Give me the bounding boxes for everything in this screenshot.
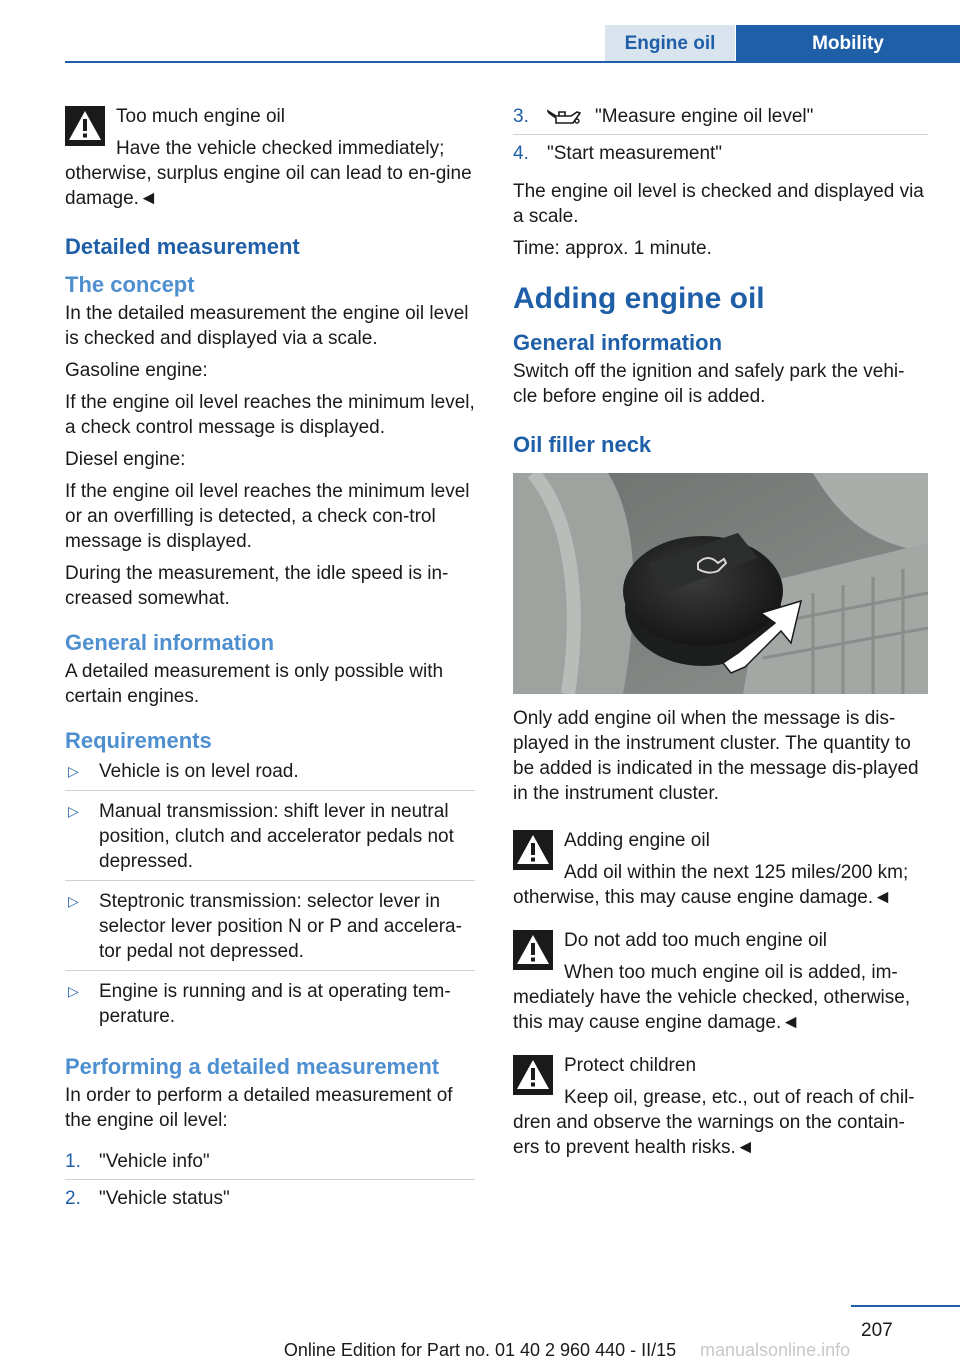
edition-footer: Online Edition for Part no. 01 40 2 960 440 - II/15 bbox=[283, 1340, 677, 1360]
list-item bbox=[65, 1149, 475, 1180]
list-item-text: Engine is running and is at operating tem-perature. bbox=[99, 981, 451, 1027]
warning-text: When too much engine oil is added, im-mediately have the vehicle checked, otherwise, this may cause engine damage.◄ bbox=[513, 962, 911, 1033]
triangle-bullet-icon: ▷ bbox=[68, 893, 79, 909]
header-chapter-tab: Mobility bbox=[736, 25, 960, 62]
paragraph: In order to perform a detailed measurement of the engine oil level: bbox=[65, 1085, 453, 1131]
paragraph: During the measurement, the idle speed is in-creased somewhat. bbox=[65, 563, 449, 609]
paragraph: Only add engine oil when the message is dis-played in the instrument cluster. The quantity to be added is indicated in the message dis-played in the instrument cluster. bbox=[513, 708, 919, 804]
warning-too-much-oil bbox=[65, 104, 475, 211]
heading-adding-engine-oil: Adding engine oil bbox=[513, 282, 765, 315]
warning-title: Protect children bbox=[564, 1055, 697, 1076]
warning-protect-children bbox=[513, 1053, 928, 1160]
page-number: 207 bbox=[861, 1320, 893, 1341]
paragraph: Diesel engine: bbox=[65, 449, 186, 470]
steps-list-right bbox=[513, 104, 928, 171]
heading-requirements: Requirements bbox=[65, 728, 212, 753]
step-number: 2. bbox=[65, 1188, 81, 1209]
step-text: "Start measurement" bbox=[547, 143, 723, 164]
heading-the-concept: The concept bbox=[65, 272, 195, 297]
triangle-bullet-icon: ▷ bbox=[68, 763, 79, 779]
warning-text: Have the vehicle checked immediately; otherwise, surplus engine oil can lead to en-gine damage.◄ bbox=[65, 138, 472, 209]
paragraph: Time: approx. 1 minute. bbox=[513, 238, 712, 259]
heading-general-information-right: General information bbox=[513, 330, 723, 355]
list-item bbox=[513, 104, 928, 135]
list-item bbox=[65, 759, 475, 791]
paragraph: The engine oil level is checked and displayed via a scale. bbox=[513, 181, 924, 227]
header-section-tab: Engine oil bbox=[605, 25, 735, 62]
heading-detailed-measurement: Detailed measurement bbox=[65, 234, 300, 259]
list-item-text: Steptronic transmission: selector lever in selector lever position N or P and accelera-tor pedal not depressed. bbox=[99, 891, 462, 962]
warning-icon bbox=[513, 930, 553, 970]
left-column bbox=[65, 104, 475, 1224]
warning-adding-oil bbox=[513, 828, 928, 910]
requirements-list bbox=[65, 759, 475, 1035]
warning-too-much-oil-right bbox=[513, 928, 928, 1035]
heading-general-information: General information bbox=[65, 630, 275, 655]
paragraph: In the detailed measurement the engine oil level is checked and displayed via a scale. bbox=[65, 303, 469, 349]
list-item bbox=[65, 979, 475, 1035]
warning-icon bbox=[65, 106, 105, 146]
warning-text: Add oil within the next 125 miles/200 km; otherwise, this may cause engine damage.◄ bbox=[513, 862, 909, 908]
heading-oil-filler-neck: Oil filler neck bbox=[513, 432, 652, 457]
page-number-rule bbox=[851, 1305, 960, 1307]
warning-title: Do not add too much engine oil bbox=[564, 930, 828, 951]
list-item bbox=[65, 799, 475, 881]
list-item-text: Vehicle is on level road. bbox=[99, 761, 299, 782]
warning-title: Adding engine oil bbox=[564, 830, 710, 851]
step-text: "Vehicle info" bbox=[99, 1151, 210, 1172]
list-item bbox=[65, 889, 475, 971]
steps-list-left bbox=[65, 1149, 475, 1216]
watermark: manualsonline.info bbox=[700, 1340, 851, 1360]
oil-filler-neck-photo bbox=[513, 473, 928, 694]
paragraph: A detailed measurement is only possible with certain engines. bbox=[65, 661, 444, 707]
paragraph: If the engine oil level reaches the minimum level, a check control message is displayed. bbox=[65, 392, 475, 438]
right-column bbox=[513, 104, 928, 1178]
paragraph: Switch off the ignition and safely park the vehi-cle before engine oil is added. bbox=[513, 361, 905, 407]
list-item bbox=[65, 1186, 475, 1216]
paragraph: Gasoline engine: bbox=[65, 360, 208, 381]
oil-can-icon bbox=[547, 108, 581, 126]
paragraph: If the engine oil level reaches the minimum level or an overfilling is detected, a check con-trol message is displayed. bbox=[65, 481, 470, 552]
triangle-bullet-icon: ▷ bbox=[68, 803, 79, 819]
step-number: 1. bbox=[65, 1151, 81, 1172]
list-item bbox=[513, 141, 928, 171]
step-number: 3. bbox=[513, 106, 529, 127]
heading-performing-measurement: Performing a detailed measurement bbox=[65, 1054, 440, 1079]
warning-icon bbox=[513, 1055, 553, 1095]
header-rule bbox=[65, 61, 960, 63]
warning-icon bbox=[513, 830, 553, 870]
warning-text: Keep oil, grease, etc., out of reach of chil-dren and observe the warnings on the contain-ers to prevent health risks.◄ bbox=[513, 1087, 915, 1158]
triangle-bullet-icon: ▷ bbox=[68, 983, 79, 999]
step-text: "Vehicle status" bbox=[99, 1188, 230, 1209]
list-item-text: Manual transmission: shift lever in neutral position, clutch and accelerator pedals not depressed. bbox=[99, 801, 454, 872]
step-number: 4. bbox=[513, 143, 529, 164]
step-text: "Measure engine oil level" bbox=[595, 106, 814, 127]
warning-title: Too much engine oil bbox=[116, 106, 285, 127]
